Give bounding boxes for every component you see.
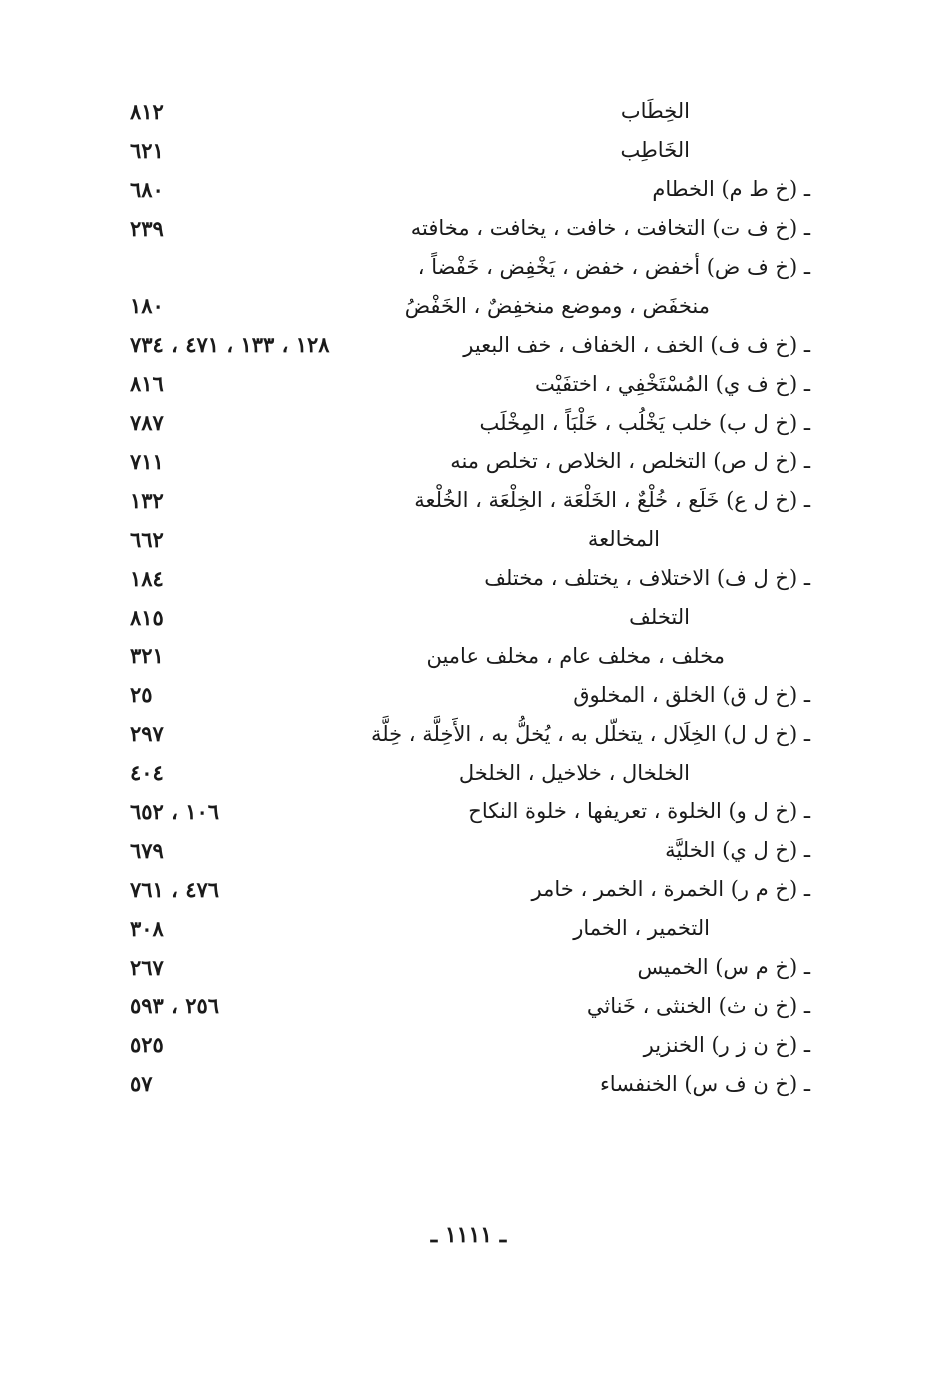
entry-text: ـ (خ ل ص) التخلص ، الخلاص ، تخلص منه <box>450 449 810 474</box>
index-entry <box>130 403 810 442</box>
entry-page-refs: ٨١٦ <box>130 371 164 397</box>
entry-text: الخلخال ، خلاخيل ، الخلخل <box>458 760 690 785</box>
page-number: ـ ١١١١ ـ <box>430 1222 507 1248</box>
entry-text: المخالعة <box>587 527 660 552</box>
index-entry <box>130 559 810 598</box>
entry-page-refs: ٣٢١ <box>130 643 164 669</box>
entry-text: ـ (خ ن ز ر) الخنزير <box>643 1032 810 1057</box>
entry-page-refs: ١٠٦ ، ٦٥٢ <box>130 798 220 824</box>
entry-page-refs: ١٢٨ ، ١٣٣ ، ٤٧١ ، ٧٣٤ <box>130 332 330 358</box>
entry-page-refs: ٦٧٩ <box>130 837 164 863</box>
index-entry <box>130 364 810 403</box>
entry-text: ـ (خ ل ب) خلب يَخْلُب ، خَلْبَاً ، المِخْلَب <box>479 410 810 435</box>
entry-page-refs: ٦٢١ <box>130 137 164 163</box>
index-entry <box>130 131 810 170</box>
entry-text: ـ (خ ل ي) الخليَّة <box>665 838 810 863</box>
entry-text: ـ (خ ط م) الخطام <box>652 177 810 202</box>
entry-page-refs: ٢٦٧ <box>130 954 164 980</box>
entry-page-refs: ١٣٢ <box>130 487 164 513</box>
index-entry <box>130 986 810 1025</box>
entry-page-refs: ٤٧٦ ، ٧٦١ <box>130 876 220 902</box>
entry-text: التخلف <box>629 605 690 630</box>
index-entry <box>130 870 810 909</box>
entry-page-refs: ١٨٤ <box>130 565 164 591</box>
index-entry <box>130 286 810 325</box>
index-entry <box>130 636 810 675</box>
entry-page-refs: ٥٢٥ <box>130 1032 164 1058</box>
entry-text: الخَاطِب <box>620 138 690 163</box>
index-entry <box>130 948 810 987</box>
entry-page-refs: ١٨٠ <box>130 293 164 319</box>
entry-text: ـ (خ م س) الخميس <box>637 955 810 980</box>
entry-page-refs: ٢٣٩ <box>130 215 164 241</box>
index-entry <box>130 325 810 364</box>
index-entry <box>130 481 810 520</box>
index-entry <box>130 675 810 714</box>
index-entry <box>130 792 810 831</box>
entry-page-refs: ٤٠٤ <box>130 760 164 786</box>
index-entry <box>130 753 810 792</box>
entry-page-refs: ٨١٢ <box>130 98 164 124</box>
entry-page-refs: ٦٨٠ <box>130 176 164 202</box>
entry-text: ـ (خ ف ف) الخف ، الخفاف ، خف البعير <box>463 332 810 357</box>
entry-page-refs: ٢٥٦ ، ٥٩٣ <box>130 993 220 1019</box>
entry-page-refs <box>130 248 370 287</box>
entry-text: منخفَض ، وموضع منخفِضٌ ، الخَفْضُ <box>404 293 710 318</box>
entry-text: ـ (خ ف ت) التخافت ، خافت ، يخافت ، مخافته <box>410 216 810 241</box>
entry-page-refs: ٣٠٨ <box>130 915 164 941</box>
entry-text: ـ (خ ن ث) الخنثى ، خَناثي <box>586 993 810 1018</box>
index-entry <box>130 831 810 870</box>
entry-page-refs: ٧١١ <box>130 448 164 474</box>
entry-text: ـ (خ ل ف) الاختلاف ، يختلف ، مختلف <box>484 566 810 591</box>
index-entry <box>130 520 810 559</box>
entry-text: مخلف ، مخلف عام ، مخلف عامين <box>426 643 725 668</box>
entry-text: التخمير ، الخمار <box>573 916 710 941</box>
index-entry <box>130 92 810 131</box>
index-entry <box>130 209 810 248</box>
index-entry <box>130 170 810 209</box>
entry-page-refs: ٨١٥ <box>130 604 164 630</box>
entry-text: الخِطَاب <box>620 99 690 124</box>
entry-text: ـ (خ ل ع) خَلَع ، خُلْعٌ ، الخَلْعَة ، الخِلْعَة ، الخُلْعة <box>414 488 810 513</box>
index-entry <box>130 598 810 637</box>
entry-text: ـ (خ ف ض) أخفض ، خفض ، يَخْفِض ، خَفْضاً ، <box>417 255 810 279</box>
entry-text: ـ (خ ل و) الخلوة ، تعريفها ، خلوة النكاح <box>468 799 810 824</box>
entry-text: ـ (خ ل ق) الخلق ، المخلوق <box>573 682 810 707</box>
entry-text: ـ (خ ن ف س) الخنفساء <box>599 1071 810 1096</box>
entry-page-refs: ٥٧ <box>130 1071 153 1097</box>
entry-text: ـ (خ م ر) الخمرة ، الخمر ، خامر <box>531 877 810 902</box>
entry-page-refs: ٦٦٢ <box>130 526 164 552</box>
index-entries <box>130 92 810 1103</box>
index-entry <box>130 248 810 287</box>
index-entry <box>130 1064 810 1103</box>
index-entry <box>130 909 810 948</box>
entry-text: ـ (خ ل ل) الخِلَال ، يتخلّل به ، يُخلُّ به ، الأَخِلَّة ، خِلَّة <box>370 721 810 746</box>
entry-page-refs: ٢٥ <box>130 682 153 708</box>
index-entry <box>130 1025 810 1064</box>
index-entry <box>130 442 810 481</box>
entry-page-refs: ٧٨٧ <box>130 410 164 436</box>
entry-text: ـ (خ ف ي) المُسْتَخْفِي ، اختفَيْت <box>535 371 810 396</box>
entry-page-refs: ٢٩٧ <box>130 721 164 747</box>
index-entry <box>130 714 810 753</box>
